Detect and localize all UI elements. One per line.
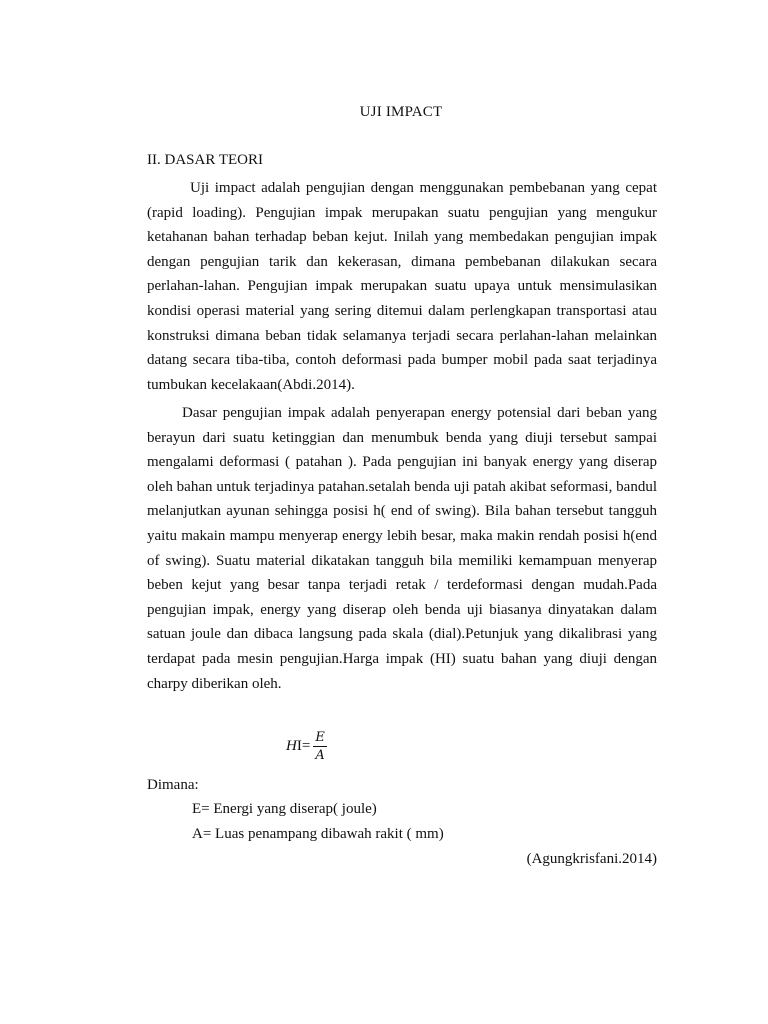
formula-denominator: A: [315, 748, 325, 763]
formula-lhs: [286, 738, 310, 755]
section-heading: II. DASAR TEORI: [147, 152, 263, 168]
impact-formula: [286, 730, 327, 763]
definition-area: A= Luas penampang dibawah rakit ( mm): [192, 826, 444, 842]
paragraph-1: Uji impact adalah pengujian dengan menggunakan pembebanan yang cepat (rapid loading). Pengujian impak merupakan suatu pengujian yang mengukur ketahanan bahan terhadap beban kejut. Inilah yang membedakan pengujian impak dengan pengujian tarik dan kekerasan, dimana pembebanan dilakukan secara perlahan-lahan. Pengujian impak merupakan suatu upaya untuk mensimulasikan kondisi operasi material yang sering ditemui dalam perlengkapan transportasi atau konstruksi dimana beban tidak selamanya terjadi secara perlahan-lahan melainkan datang secara tiba-tiba, contoh deformasi pada bumper mobil pada saat terjadinya tumbukan kecelakaan(Abdi.2014).: [147, 180, 657, 393]
formula-lhs-italic: H: [286, 738, 297, 754]
dimana-label: Dimana:: [147, 777, 199, 793]
formula-fraction: [313, 730, 327, 763]
formula-numerator: E: [315, 730, 325, 745]
page-title: UJI IMPACT: [359, 104, 443, 120]
formula-lhs-rest: I=: [296, 738, 311, 754]
citation: (Agungkrisfani.2014): [526, 851, 657, 867]
definition-energy: E= Energi yang diserap( joule): [192, 801, 377, 817]
paragraph-2: Dasar pengujian impak adalah penyerapan energy potensial dari beban yang berayun dari suatu ketinggian dan menumbuk benda yang diuji tersebut sampai mengalami deformasi ( patahan ). Pada pengujian ini banyak energy yang diserap oleh bahan untuk terjadinya patahan.setalah benda uji patah akibat seformasi, bandul melanjutkan ayunan sehingga posisi h( end of swing). Bila bahan tersebut tangguh yaitu makain mampu menyerap energy lebih besar, maka makin rendah posisi h(end of swing). Suatu material dikatakan tangguh bila memiliki kemampuan menyerap beben kejut yang besar tanpa terjadi retak / terdeformasi dengan mudah.Pada pengujian impak, energy yang diserap oleh benda uji biasanya dinyatakan dalam satuan joule dan dibaca langsung pada skala (dial).Petunjuk yang dikalibrasi yang terdapat pada mesin pengujian.Harga impak (HI) suatu bahan yang diuji dengan charpy diberikan oleh.: [147, 405, 657, 692]
